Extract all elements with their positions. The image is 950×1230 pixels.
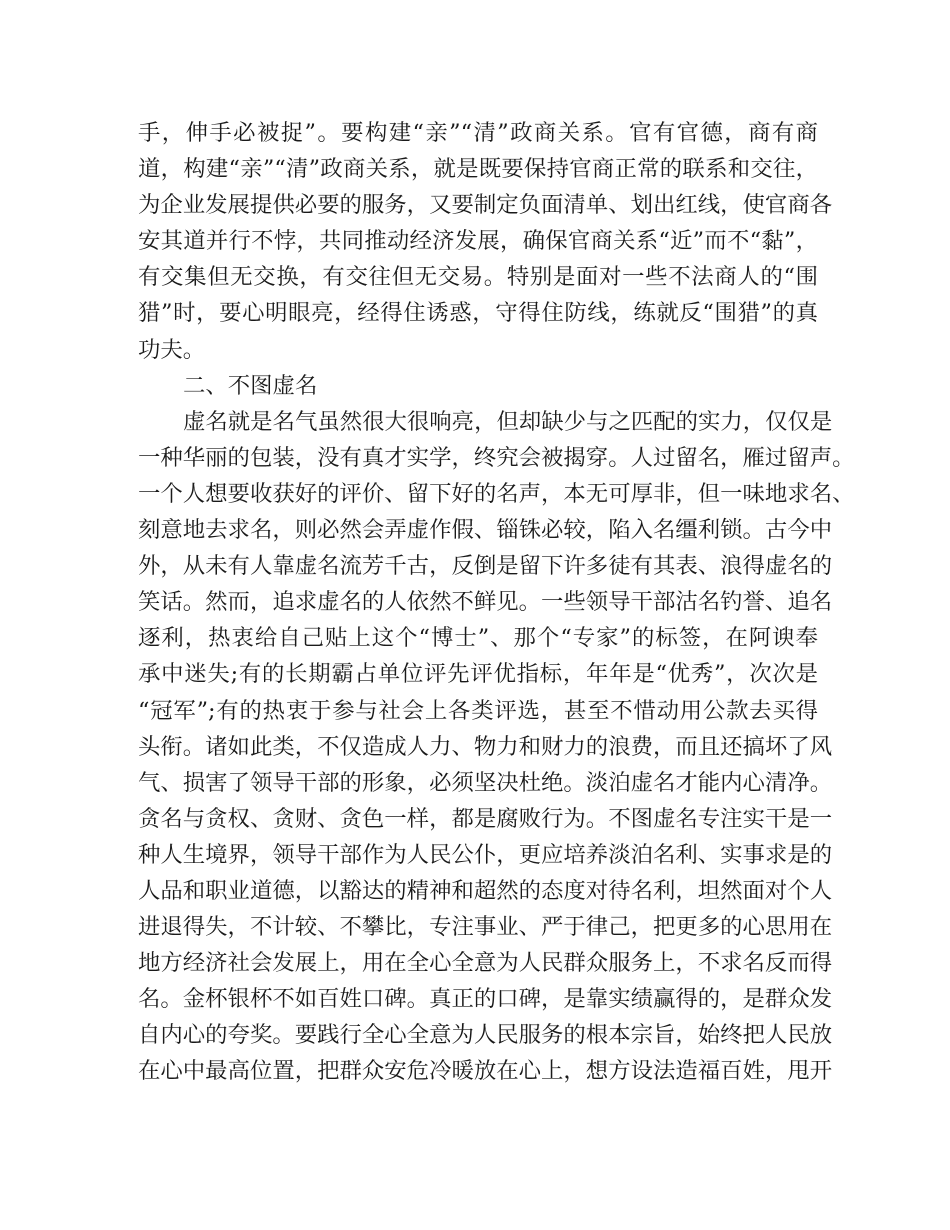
document-body	[138, 115, 855, 1090]
text-line: 逐利，热衷给自己贴上这个“博士”、那个“专家”的标签，在阿谀奉	[138, 625, 818, 652]
text-line: 在心中最高位置，把群众安危冷暖放在心上，想方设法造福百姓，甩开	[138, 1058, 833, 1085]
text-line: 一个人想要收获好的评价、留下好的名声，本无可厚非，但一味地求名、	[138, 480, 855, 507]
text-line: 道，构建“亲”“清”政商关系，就是既要保持官商正常的联系和交往，	[138, 156, 818, 183]
text-line: 名。金杯银杯不如百姓口碑。真正的口碑，是靠实绩赢得的，是群众发	[138, 986, 833, 1013]
text-line: “冠军”;有的热衷于参与社会上各类评选，甚至不惜动用公款去买得	[138, 697, 818, 724]
text-line: 种人生境界，领导干部作为人民公仆，更应培养淡泊名利、实事求是的	[138, 841, 833, 868]
text-line: 手，伸手必被捉”。要构建“亲”“清”政商关系。官有官德，商有商	[138, 120, 818, 146]
section-heading: 二、不图虚名	[183, 372, 318, 399]
text-line: 贪名与贪权、贪财、贪色一样，都是腐败行为。不图虚名专注实干是一	[138, 805, 833, 832]
text-line: 有交集但无交换，有交往但无交易。特别是面对一些不法商人的“围	[138, 264, 818, 291]
text-line: 虚名就是名气虽然很大很响亮，但却缺少与之匹配的实力，仅仅是	[183, 408, 833, 435]
text-line: 地方经济社会发展上，用在全心全意为人民群众服务上，不求名反而得	[138, 950, 833, 977]
text-line: 安其道并行不悖，共同推动经济发展，确保官商关系“近”而不“黏”，	[138, 228, 818, 255]
text-line: 自内心的夸奖。要践行全心全意为人民服务的根本宗旨，始终把人民放	[138, 1022, 833, 1049]
paragraph-2	[138, 404, 855, 1090]
text-line: 为企业发展提供必要的服务，又要制定负面清单、划出红线，使官商各	[138, 192, 833, 219]
text-line: 猎”时，要心明眼亮，经得住诱惑，守得住防线，练就反“围猎”的真	[138, 300, 818, 327]
text-line: 功夫。	[138, 336, 206, 363]
text-line: 外，从未有人靠虚名流芳千古，反倒是留下许多徒有其表、浪得虚名的	[138, 553, 833, 580]
text-line: 承中迷失;有的长期霸占单位评先评优指标，年年是“优秀”，次次是	[138, 661, 818, 688]
text-line: 气、损害了领导干部的形象，必须坚决杜绝。淡泊虚名才能内心清净。	[138, 769, 833, 796]
paragraph-1	[138, 115, 833, 368]
text-line: 人品和职业道德，以豁达的精神和超然的态度对待名利，坦然面对个人	[138, 877, 833, 904]
text-line: 进退得失，不计较、不攀比，专注事业、严于律己，把更多的心思用在	[138, 914, 833, 941]
text-line: 头衔。诸如此类，不仅造成人力、物力和财力的浪费，而且还搞坏了风	[138, 733, 833, 760]
text-line: 刻意地去求名，则必然会弄虚作假、锱铢必较，陷入名缰利锁。古今中	[138, 517, 833, 544]
text-line: 笑话。然而，追求虚名的人依然不鲜见。一些领导干部沽名钓誉、追名	[138, 589, 833, 616]
text-line: 一种华丽的包装，没有真才实学，终究会被揭穿。人过留名，雁过留声。	[138, 444, 855, 471]
